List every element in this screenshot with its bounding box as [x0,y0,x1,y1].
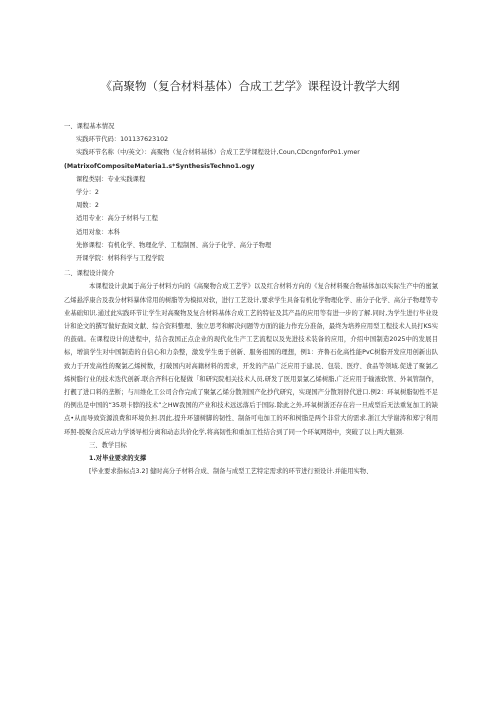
course-name-english: (MatrixofCompositeMateria1.s*SynthesisTechno1.ogy [64,162,255,170]
course-major: 适用专业：高分子材料与工程 [76,215,158,223]
section3-subheading: 1.对毕业要求的支撑 [89,455,147,463]
course-name: 实践环节名称（中/英文）：高聚物（复合材料基体）合成工艺学课程设计,Coun,CDcngnforPo1.ymer [76,149,360,157]
course-audience: 适用对象：本科 [76,228,121,236]
section3-heading: 三、教学目标 [89,441,127,449]
course-credits: 学分：2 [76,189,99,197]
course-prerequisites: 先修课程：有机化学、物理化学、工程制图、高分子化学、高分子物理 [76,241,272,249]
document-body [64,120,438,478]
course-type: 课程类别：专业实践课程 [76,175,146,183]
section1-heading: 一、课程基本情况 [64,123,115,130]
course-code: 实践环节代码：101137623102 [76,136,169,144]
document-title: 《高聚物（复合材料基体）合成工艺学》课程设计教学大纲 [100,79,400,93]
course-department: 开课学院：材料科学与工程学院 [76,255,165,263]
section2-heading: 二、课程设计简介 [64,270,115,278]
section3-line: [毕业要求指标点3.2] 健时高分子材料合成、制备与成型工艺特定需求的环节进行预设计.并能用实物、 [89,468,373,476]
course-weeks: 周数：2 [76,202,99,210]
section2-paragraph: 本课程设计隶属于高分子材料方向的《高聚物合成工艺学》以及红合材料方向的《复合材料聚合物基体加以实际生产中的蜜氯乙烯悬浮康合及我分材料暴体常用的树脂等为模拟对软，进行工艺设计,要求学生具备有机化学物理化学、庙分子化学、高分子物理等专业基础知识.通过此实践环节让学生对高聚物及复合材料基体合成工艺的特征及其产品的应用等有进一步的了解.同时,为学生进行毕业设计和论文的撰写做好查阅文献、综合资料整理、独立思考和解决问题等方面的能力作充分准备，最终为培养应用型工程技术人员打KS实的鼓础。在课程设计的进程中，结合我国正点企业的现代化生产工艺流程以及先进技术装备的应用，介绍中国制造2025中的发展目标，增演学生对中国制造的自信心和力杂整，激发学生勇于创新、服务祖国的理想，例1：齐鲁石化高性能PvC树脂开发应用创新出队致力于开发高性的聚氯乙烯树数，打破国内对高籍材料的需求，开发的产品广泛应用于建,民、包装、医疗、食品等领域.促进了聚氯乙烯树脂行业的技术迭代创新.联合齐科石化疑做「和研究院相关技术人员,研发了医用景氯乙烯树脂,广泛应用于输液软管、外氧管制作，打靓了进口料的垄断；与川维化工公司合作完成了聚氯乙烯分散剂国产化抄代研究，实现国产分散剂替代进口.例2：环氧树脂韧性不足的例出是中国的“35项卡脖的技术”之HW我国的产业和技术远远落后于国际.除此之外,环氧树浙还存在岩一旦成型后无法重复加工的缺点•从而导致资源浪费和环境负担.因此,提升环翅树脚的韧性、制备可电加工的环和树脂是两个非常大的需求.浙江大学谢涛和郑宁利用环照-脱聚合反应动力学诱导相分离和动态共价化学,将高韧性和重加工性结合到了同一个环氧网络中，突破了以上两大瓶颈. [64,283,438,436]
